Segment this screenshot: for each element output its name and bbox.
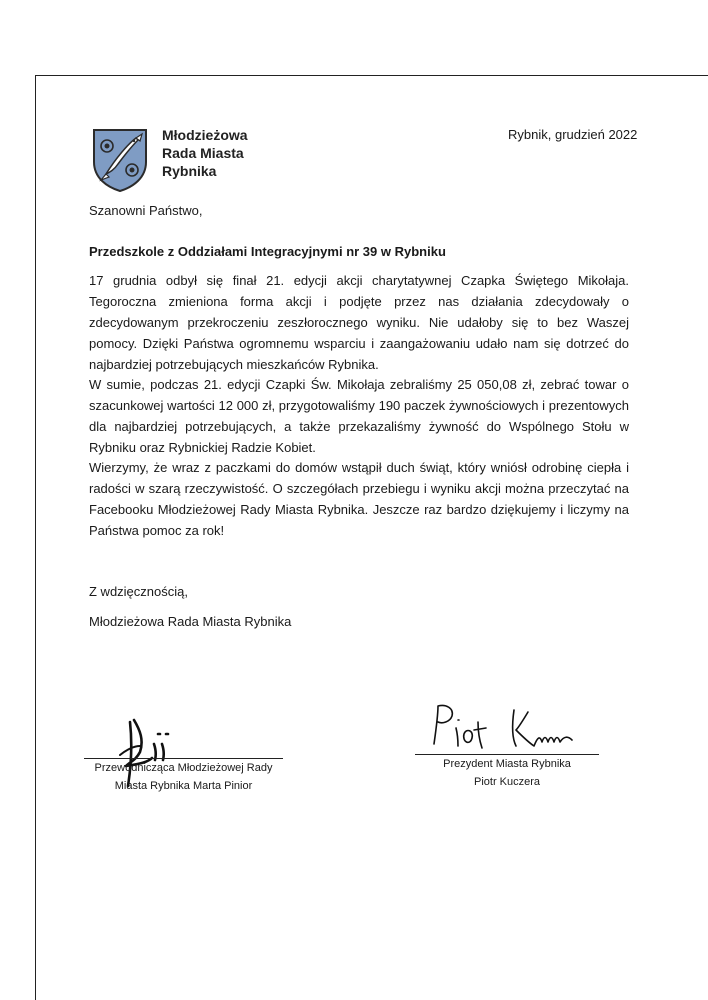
- org-name-line-3: Rybnika: [162, 163, 217, 179]
- letter-paragraph-1: 17 grudnia odbył się finał 21. edycji akcji charytatywnej Czapka Świętego Mikołaja. Tegoroczna zmieniona forma akcji i podjęte przez nas działania zdecydowały o zdecydowanym przekroczeniu zeszłorocznego wyniku. Nie udałoby się to bez Waszej pomocy. Dzięki Państwa ogromnemu wsparciu i zaangażowaniu udało nam się dotrzeć do najbardziej potrzebujących mieszkańców Rybnika.: [89, 273, 629, 372]
- letter-recipient: Przedszkole z Oddziałami Integracyjnymi nr 39 w Rybniku: [89, 244, 446, 259]
- signature-caption-left-line-1: Przewodnicząca Młodzieżowej Rady: [94, 762, 273, 774]
- place-and-date: Rybnik, grudzień 2022: [508, 127, 638, 142]
- city-coat-of-arms-logo: [92, 128, 148, 192]
- letter-closing-signature: Młodzieżowa Rada Miasta Rybnika: [89, 614, 292, 629]
- signature-caption-right: [415, 755, 599, 791]
- signature-caption-left: [84, 759, 283, 795]
- handwritten-signature-right: [426, 700, 596, 754]
- letter-paragraph-2: W sumie, podczas 21. edycji Czapki Św. Mikołaja zebraliśmy 25 050,08 zł, zebrać towar o szacunkowej wartości 12 000 zł, przygotowaliśmy 190 paczek żywnościowych i prezentowych dla najbardziej potrzebujących, a także przekazaliśmy żywność do Wspólnego Stołu w Rybniku oraz Rybnickiej Radzie Kobiet.: [89, 377, 629, 455]
- page-frame-left-border: [35, 75, 36, 1000]
- signature-caption-right-line-2: Piotr Kuczera: [473, 776, 541, 788]
- org-name-line-2: Rada Miasta: [162, 145, 244, 161]
- org-name-line-1: Młodzieżowa: [162, 127, 248, 143]
- letter-greeting: Szanowni Państwo,: [89, 203, 203, 218]
- letter-closing: Z wdzięcznością,: [89, 584, 188, 599]
- signature-caption-right-line-1: Prezydent Miasta Rybnika: [443, 758, 571, 770]
- organization-name: [162, 126, 248, 180]
- signature-caption-left-line-2: Miasta Rybnika Marta Pinior: [114, 780, 253, 792]
- letter-paragraph-3: Wierzymy, że wraz z paczkami do domów wstąpił duch świąt, który wniósł odrobinę ciepła i radości w szarą rzeczywistość. O szczegółach przebiegu i wyniku akcji można przeczytać na Facebooku Młodzieżowej Rady Miasta Rybnika. Jeszcze raz bardzo dziękujemy i liczymy na Państwa pomoc za rok!: [89, 460, 629, 538]
- page-frame-top-border: [35, 75, 708, 76]
